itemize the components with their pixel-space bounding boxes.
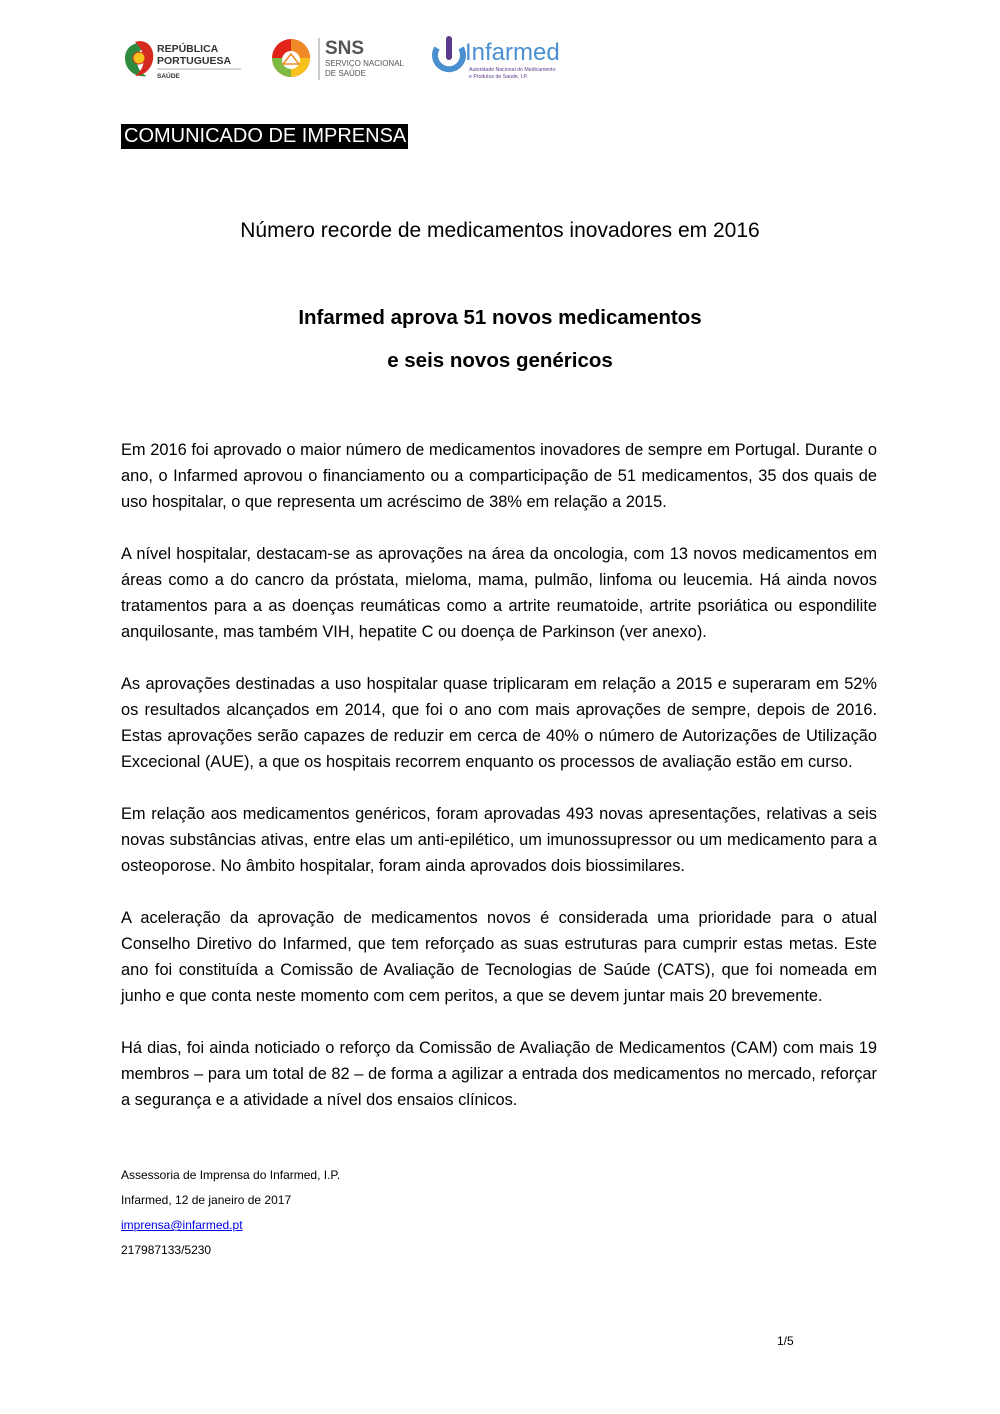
article-body — [121, 437, 877, 1139]
paragraph: A nível hospitalar, destacam-se as aprovações na área da oncologia, com 13 novos medicamentos em áreas como a do cancro da próstata, mieloma, mama, pulmão, linfoma ou leucemia. Há ainda novos tratamentos para a as doenças reumáticas como a artrite reumatoide, artrite psoriática ou espondilite anquilosante, mas também VIH, hepatite C ou doença de Parkinson (ver anexo). — [121, 545, 877, 641]
paragraph: Em 2016 foi aprovado o maior número de medicamentos inovadores de sempre em Portugal. Durante o ano, o Infarmed aprovou o financiamento ou a comparticipação de 51 medicamentos, 35 dos quais de uso hospitalar, o que representa um acréscimo de 38% em relação a 2015. — [121, 441, 877, 511]
paragraph: Em relação aos medicamentos genéricos, foram aprovadas 493 novas apresentações, relativas a seis novas substâncias ativas, entre elas um anti-epilético, um imunossupressor ou um medicamento para a osteoporose. No âmbito hospitalar, foram ainda aprovados dois biossimilares. — [121, 805, 877, 875]
svg-text:PORTUGUESA: PORTUGUESA — [157, 55, 232, 67]
paragraph: A aceleração da aprovação de medicamentos novos é considerada uma prioridade para o atual Conselho Diretivo do Infarmed, que tem reforçado as suas estruturas para cumprir estas metas. Este ano foi constituída a Comissão de Avaliação de Tecnologias de Saúde (CATS), que foi nomeada em junho e que conta neste momento com cem peritos, a que se devem juntar mais 20 brevemente. — [121, 909, 877, 1005]
svg-text:SERVIÇO NACIONAL: SERVIÇO NACIONAL — [325, 59, 404, 68]
paragraph: Há dias, foi ainda noticiado o reforço da Comissão de Avaliação de Medicamentos (CAM) com mais 19 membros – para um total de 82 – de forma a agilizar a entrada dos medicamentos no mercado, reforçar a segurança e a atividade a nível dos ensaios clínicos. — [121, 1039, 877, 1109]
phone-number: 217987133/5230 — [121, 1243, 212, 1257]
email-link[interactable]: imprensa@infarmed.pt — [121, 1218, 243, 1232]
release-date: Infarmed, 12 de janeiro de 2017 — [121, 1193, 292, 1207]
sns-logo — [269, 34, 409, 84]
contact-footer — [121, 1163, 340, 1263]
svg-text:SAÚDE: SAÚDE — [157, 73, 180, 80]
svg-text:REPÚBLICA: REPÚBLICA — [157, 43, 219, 55]
headline-line-1: Infarmed aprova 51 novos medicamentos — [298, 306, 702, 329]
paragraph: As aprovações destinadas a uso hospitalar quase triplicaram em relação a 2015 e superaram em 52% os resultados alcançados em 2014, que foi o ano com mais aprovações de sempre, depois de 2016. Estas aprovações serão capazes de reduzir em cerca de 40% o número de Autorizações de Utilização Excecional (AUE), a que os hospitais recorrem enquanto os processos de avaliação estão em curso. — [121, 675, 877, 771]
page-number: 1/5 — [777, 1334, 794, 1348]
svg-text:DE SAÚDE: DE SAÚDE — [325, 69, 366, 78]
svg-text:Infarmed: Infarmed — [465, 39, 560, 66]
svg-text:SNS: SNS — [325, 38, 365, 59]
logo-bar — [121, 34, 581, 84]
headline-line-2: e seis novos genéricos — [387, 349, 613, 372]
press-office: Assessoria de Imprensa do Infarmed, I.P. — [121, 1168, 341, 1182]
infarmed-logo — [431, 34, 581, 84]
subtitle: Número recorde de medicamentos inovadores em 2016 — [240, 219, 760, 242]
press-release-banner: COMUNICADO DE IMPRENSA — [121, 124, 408, 149]
republica-portuguesa-logo — [121, 34, 251, 84]
svg-text:Autoridade Nacional do Medicam: Autoridade Nacional do Medicamento — [469, 67, 556, 73]
svg-text:e Produtos de Saúde, I.P.: e Produtos de Saúde, I.P. — [469, 74, 528, 80]
